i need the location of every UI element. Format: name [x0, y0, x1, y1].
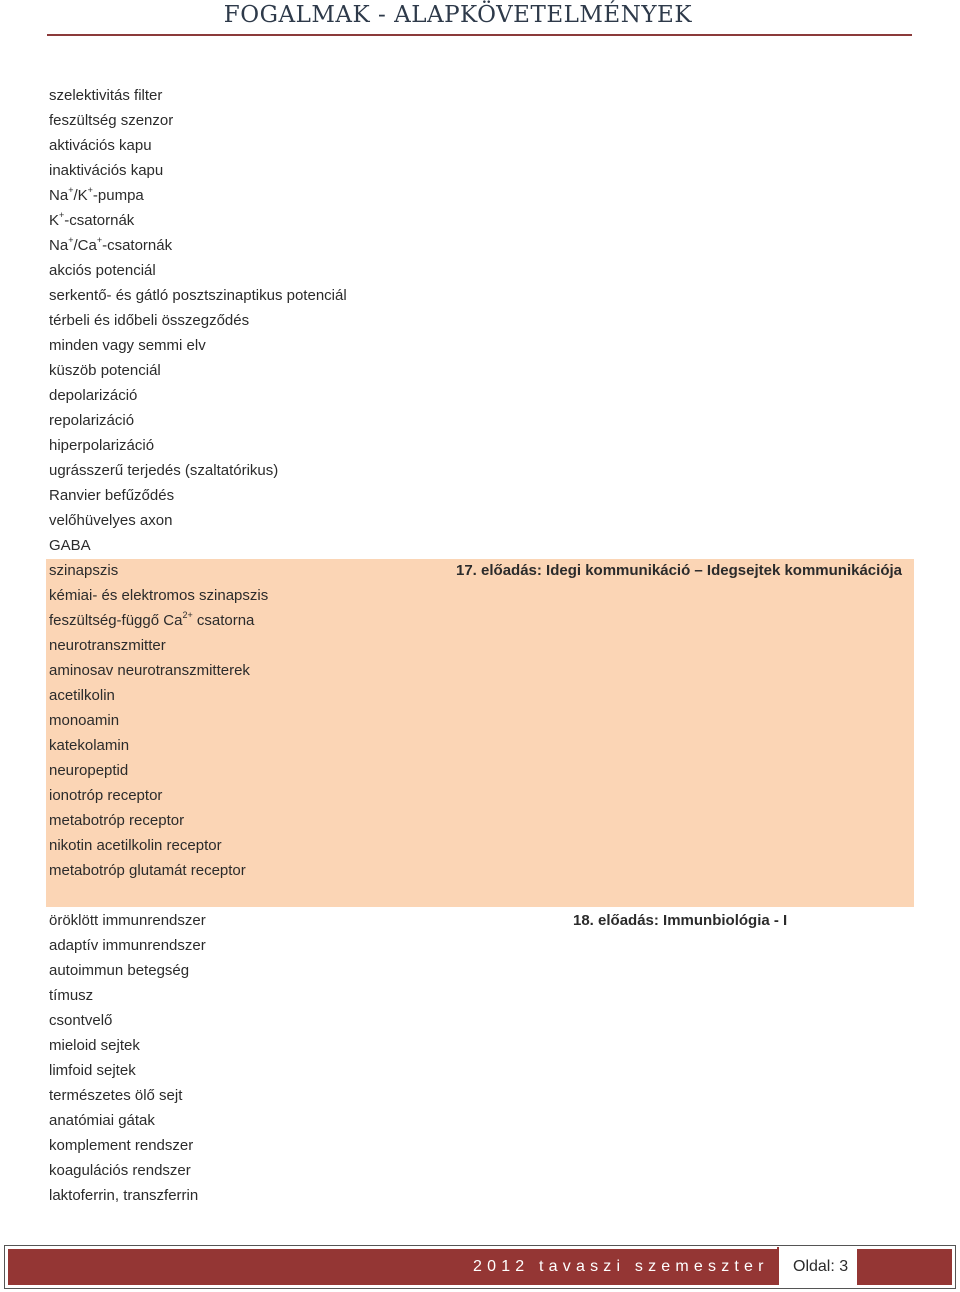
list-item: acetilkolin: [49, 687, 115, 704]
list-item: csontvelő: [49, 1012, 113, 1029]
list-item: neurotranszmitter: [49, 637, 166, 654]
header-divider: [47, 34, 912, 36]
list-item: feszültség szenzor: [49, 112, 174, 129]
page-title: FOGALMAK - ALAPKÖVETELMÉNYEK: [223, 2, 692, 28]
list-item: nikotin acetilkolin receptor: [49, 837, 222, 854]
lecture18-title: 18. előadás: Immunbiológia - I: [573, 912, 788, 929]
list-item: GABA: [49, 537, 91, 554]
list-item: Ranvier befűződés: [49, 487, 175, 504]
list-item: velőhüvelyes axon: [49, 512, 173, 529]
list-item: szelektivitás filter: [49, 87, 163, 104]
footer-semester: 2012 tavaszi szemeszter: [473, 1258, 769, 1275]
list-item: természetes ölő sejt: [49, 1087, 183, 1104]
list-item: öröklött immunrendszer: [49, 912, 206, 929]
list-item: aminosav neurotranszmitterek: [49, 662, 250, 679]
list-item: metabotróp receptor: [49, 812, 185, 829]
list-item: katekolamin: [49, 737, 130, 754]
list-item: serkentő- és gátló posztszinaptikus potenciál: [49, 287, 347, 304]
list-item: K+-csatornák: [49, 210, 135, 229]
list-item: repolarizáció: [49, 412, 135, 429]
list-item: szinapszis: [49, 562, 119, 579]
list-item: ionotróp receptor: [49, 787, 163, 804]
list-item: küszöb potenciál: [49, 362, 161, 379]
list-item: minden vagy semmi elv: [49, 337, 206, 354]
list-item: hiperpolarizáció: [49, 437, 155, 454]
footer-page-box: [777, 1247, 857, 1285]
list-item: akciós potenciál: [49, 262, 156, 279]
list-item: inaktivációs kapu: [49, 162, 164, 179]
list-item: kémiai- és elektromos szinapszis: [49, 587, 269, 604]
list-item: adaptív immunrendszer: [49, 937, 206, 954]
list-item: depolarizáció: [49, 387, 138, 404]
list-item: limfoid sejtek: [49, 1062, 136, 1079]
list-item: feszültség-függő $Ca^{2+}$ csatorna: [49, 610, 255, 629]
list-item: monoamin: [49, 712, 120, 729]
list-item: ugrásszerű terjedés (szaltatórikus): [49, 462, 279, 479]
list-item: Na+/Ca+-csatornák: [49, 235, 173, 254]
list-item: térbeli és időbeli összegződés: [49, 312, 250, 329]
list-item: aktivációs kapu: [49, 137, 152, 154]
list-item: Na+/K+-pumpa: [49, 185, 144, 204]
list-item: metabotróp glutamát receptor: [49, 862, 246, 879]
list-item: koagulációs rendszer: [49, 1162, 191, 1179]
list-item: neuropeptid: [49, 762, 129, 779]
list-item: komplement rendszer: [49, 1137, 194, 1154]
page-number: Oldal: 3: [793, 1258, 849, 1275]
list-item: laktoferrin, transzferrin: [49, 1187, 199, 1204]
lecture17-title: 17. előadás: Idegi kommunikáció – Idegsejtek kommunikációja: [456, 562, 902, 579]
list-item: autoimmun betegség: [49, 962, 190, 979]
list-item: mieloid sejtek: [49, 1037, 140, 1054]
list-item: tímusz: [49, 987, 94, 1004]
list-item: anatómiai gátak: [49, 1112, 155, 1129]
